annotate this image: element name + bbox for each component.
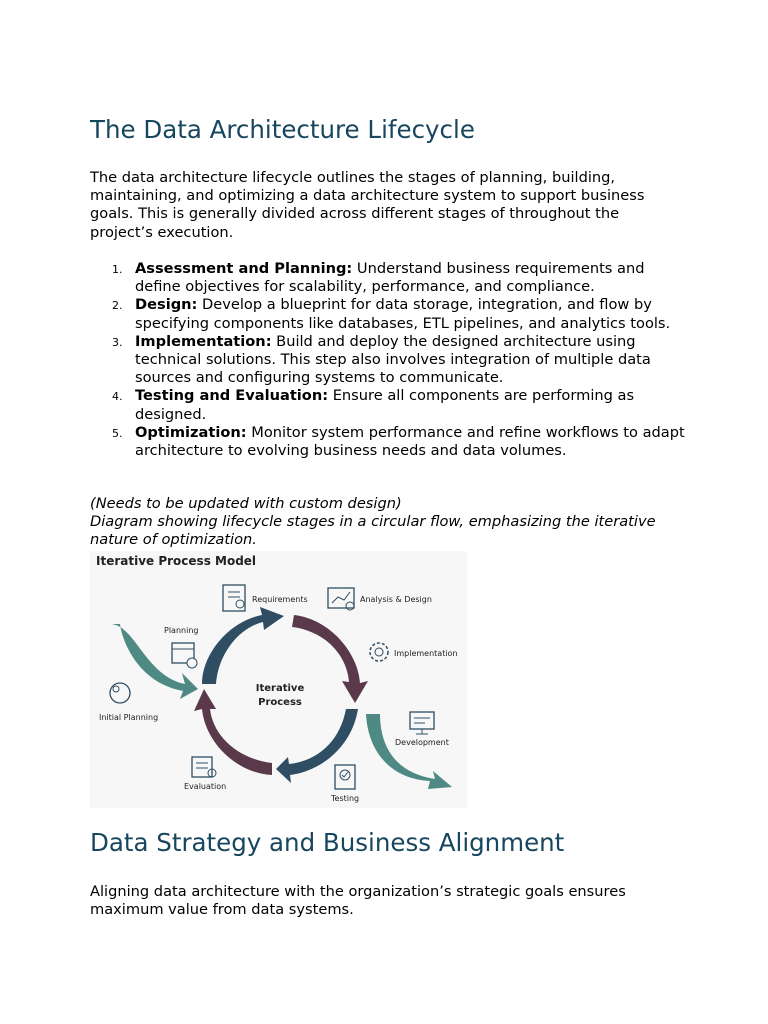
label-implementation: Implementation	[394, 649, 458, 658]
center-label-line-2: Process	[258, 697, 302, 708]
list-item	[90, 387, 690, 423]
label-development: Development	[395, 738, 449, 747]
list-number: 2.	[112, 299, 123, 313]
section-heading: Data Strategy and Business Alignment	[90, 828, 565, 857]
step-text: Build and deploy the designed architecture using technical solutions. This step also involves integration of multiple data sources and configuring systems to communicate.	[135, 332, 651, 387]
step-title: Design:	[135, 296, 198, 314]
analysis-icon	[328, 588, 354, 610]
step-title: Assessment and Planning:	[135, 260, 353, 277]
list-item	[90, 296, 690, 332]
step-text: Understand business requirements and define objectives for scalability, performance, and compliance.	[135, 260, 645, 296]
list-item	[90, 424, 690, 460]
list-number: 5.	[112, 426, 123, 440]
list-number: 1.	[112, 263, 123, 276]
label-requirements: Requirements	[252, 595, 308, 604]
monitor-icon	[410, 712, 434, 734]
note-line-1: (Needs to be updated with custom design)	[90, 495, 402, 512]
cycle-arrow-testing	[276, 709, 358, 783]
iterative-process-diagram	[90, 551, 467, 808]
step-title: Implementation:	[135, 332, 272, 350]
cycle-arrow-requirements	[202, 607, 284, 684]
list-item	[90, 260, 690, 296]
list-number: 4.	[112, 390, 123, 404]
step-text: Monitor system performance and refine workflows to adapt architecture to evolving business needs and data volumes.	[135, 423, 685, 460]
list-number: 3.	[112, 335, 123, 349]
diagram-title: Iterative Process Model	[96, 554, 257, 568]
step-title: Testing and Evaluation:	[135, 387, 329, 405]
diagram-note	[90, 495, 690, 550]
step-title: Optimization:	[135, 423, 247, 441]
label-testing: Testing	[331, 794, 360, 803]
center-label-line-1: Iterative	[255, 683, 305, 694]
step-text: Develop a blueprint for data storage, integration, and flow by specifying components like databases, ETL pipelines, and analytics tools.	[135, 296, 671, 332]
label-analysis-design: Analysis & Design	[360, 595, 432, 604]
document-icon	[223, 585, 245, 611]
diagram-canvas	[90, 551, 467, 808]
lightbulb-head-icon	[110, 683, 130, 703]
checklist-icon	[335, 765, 355, 789]
list-item	[90, 333, 690, 388]
step-text: Ensure all components are performing as designed.	[135, 387, 635, 423]
exit-arrow	[366, 714, 452, 789]
gear-icon	[370, 643, 388, 661]
label-evaluation: Evaluation	[184, 782, 227, 791]
label-planning: Planning	[164, 626, 199, 635]
closing-paragraph: Aligning data architecture with the organization’s strategic goals ensures maximum value from data systems.	[90, 883, 626, 919]
calendar-icon	[172, 643, 197, 668]
entry-arrow	[110, 624, 198, 699]
section-heading: The Data Architecture Lifecycle	[90, 115, 475, 144]
evaluation-icon	[192, 757, 216, 777]
label-initial-planning: Initial Planning	[99, 713, 159, 722]
note-line-2: Diagram showing lifecycle stages in a circular flow, emphasizing the iterative nature of optimization.	[90, 513, 656, 549]
intro-paragraph: The data architecture lifecycle outlines the stages of planning, building, maintaining, and optimizing a data architecture system to support business goals. This is generally divided across different stages of throughout the project’s execution.	[90, 169, 645, 241]
lifecycle-steps-list	[90, 260, 690, 460]
